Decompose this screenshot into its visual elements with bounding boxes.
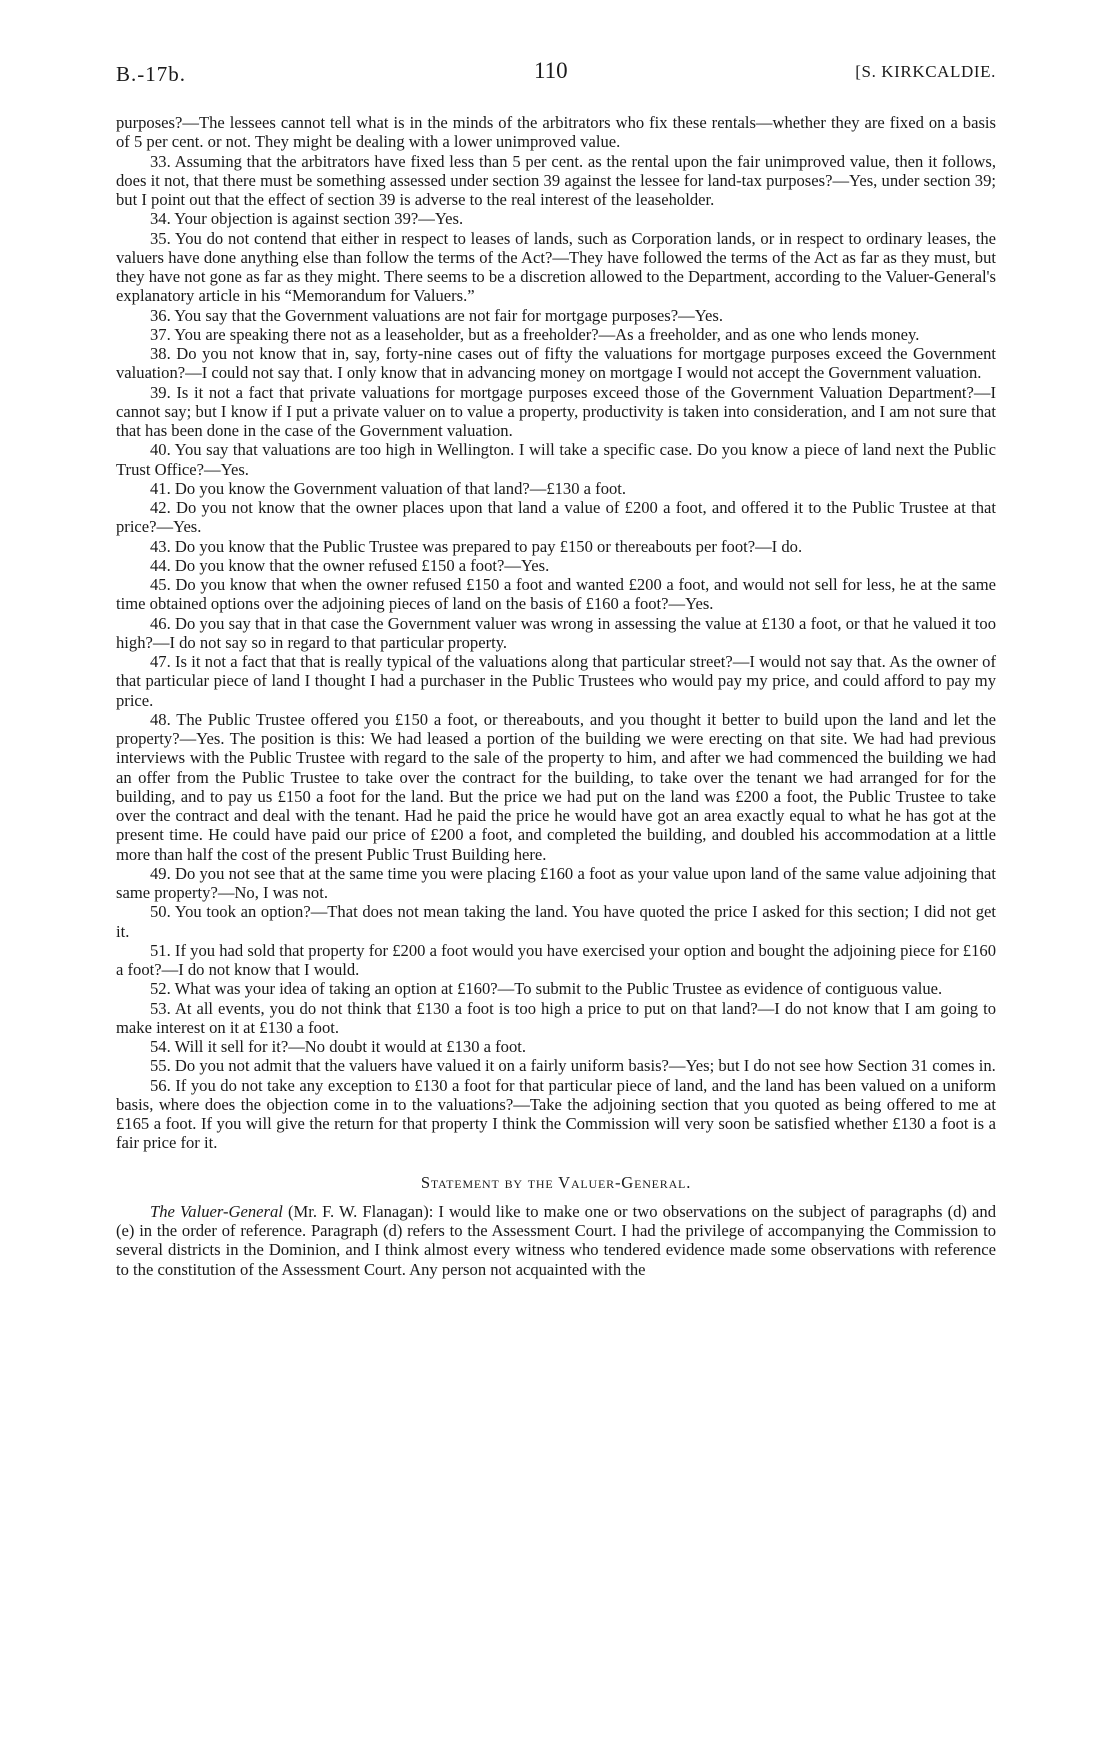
paragraph: 45. Do you know that when the owner refused £150 a foot and wanted £200 a foot, and would not sell for less, he at the same time obtained options over the adjoining pieces of land on the basis of £160 a foot?—Yes. [116, 575, 996, 614]
paragraph: 38. Do you not know that in, say, forty-nine cases out of fifty the valuations for mortgage purposes exceed the Government valuation?—I could not say that. I only know that in advancing money on mortgage I would not accept the Government valuation. [116, 344, 996, 383]
paragraph: 53. At all events, you do not think that £130 a foot is too high a price to put on that land?—I do not know that I am going to make interest on it at £130 a foot. [116, 998, 996, 1037]
statement-text: (Mr. F. W. Flanagan): I would like to make one or two observations on the subject of paragraphs (d) and (e) in the order of reference. Paragraph (d) refers to the Assessment Court. I had the privilege of accompanying the Commission to several districts in the Dominion, and I think almost every witness who tendered evidence made some observations with reference to the constitution of the Assessment Court. Any person not acquainted with the [116, 1201, 996, 1279]
document-body [116, 113, 996, 1279]
paragraph: 40. You say that valuations are too high in Wellington. I will take a specific case. Do you know a piece of land next the Public Trust Office?—Yes. [116, 440, 996, 479]
paragraph: 34. Your objection is against section 39?—Yes. [150, 209, 464, 229]
paragraph: 37. You are speaking there not as a leaseholder, but as a freeholder?—As a freeholder, and as one who lends money. [150, 324, 920, 344]
paragraph: 48. The Public Trustee offered you £150 a foot, or thereabouts, and you thought it better to build upon the land and let the property?—Yes. The position is this: We had leased a portion of the building we were erecting on that site. We had had previous interviews with the Public Trustee with regard to the sale of the property to him, and after we had commenced the building we had an offer from the Public Trustee to take over the contract for the building, to take over the tenant we had arranged for for the building, and to pay us £150 a foot for the land. But the price we had put on the land was £200 a foot, the Public Trustee to take over the contract and deal with the tenant. Had he paid the price he would have got an area exactly equal to what he has got at the present time. He could have paid our price of £200 a foot, and completed the building, and doubled his accommodation at a little more than half the cost of the present Public Trust Building here. [116, 709, 996, 864]
paragraph: 46. Do you say that in that case the Government valuer was wrong in assessing the value at £130 a foot, or that he valued it too high?—I do not say so in regard to that particular property. [116, 613, 996, 652]
paragraph: 43. Do you know that the Public Trustee was prepared to pay £150 or thereabouts per foot?—I do. [150, 536, 803, 556]
section-heading: Statement by the Valuer-General. [420, 1172, 692, 1192]
page-header [116, 58, 996, 90]
paragraph: 44. Do you know that the owner refused £150 a foot?—Yes. [150, 555, 550, 575]
speaker-name: The Valuer-General [150, 1201, 283, 1221]
valuer-general-statement [116, 1202, 996, 1279]
paragraph: purposes?—The lessees cannot tell what is in the minds of the arbitrators who fix these rentals—whether they are fixed on a basis of 5 per cent. or not. They might be dealing with a lower unimproved value. [116, 113, 996, 152]
paragraph: 47. Is it not a fact that that is really typical of the valuations along that particular street?—I would not say that. As the owner of that particular piece of land I thought I had a purchaser in the Public Trustees who would pay my price, and could afford to pay my price. [116, 652, 996, 710]
page-number: 110 [534, 58, 568, 83]
paragraph: 49. Do you not see that at the same time you were placing £160 a foot as your value upon land of the same value adjoining that same property?—No, I was not. [116, 863, 996, 902]
paragraph: 55. Do you not admit that the valuers have valued it on a fairly uniform basis?—Yes; but I do not see how Section 31 comes in. [150, 1056, 996, 1076]
paragraph: 39. Is it not a fact that private valuations for mortgage purposes exceed those of the Government Valuation Department?—I cannot say; but I know if I put a private valuer on to value a property, productivity is taken into consideration, and I am not sure that that has been done in the case of the Government valuation. [116, 382, 996, 440]
paragraph: 54. Will it sell for it?—No doubt it would at £130 a foot. [150, 1037, 527, 1056]
paragraph: 36. You say that the Government valuations are not fair for mortgage purposes?—Yes. [150, 305, 723, 325]
paragraph: 52. What was your idea of taking an option at £160?—To submit to the Public Trustee as evidence of contiguous value. [150, 979, 943, 999]
paragraph: 42. Do you not know that the owner places upon that land a value of £200 a foot, and offered it to the Public Trustee at that price?—Yes. [116, 498, 996, 537]
paragraph: 56. If you do not take any exception to £130 a foot for that particular piece of land, and the land has been valued on a uniform basis, where does the objection come in to the valuations?—Take the adjoining section that you quoted as being offered to me at £165 a foot. If you will give the return for that property I think the Commission will very soon be satisfied whether £130 a foot is a fair price for it. [116, 1075, 996, 1153]
paragraph: 35. You do not contend that either in respect to leases of lands, such as Corporation lands, or in respect to ordinary leases, the valuers have done anything else than follow the terms of the Act?—They have followed the terms of the Act as far as they must, but they have not gone as far as they might. There seems to be a discretion allowed to the Department, according to the Valuer-General's explanatory article in his “Memorandum for Valuers.” [116, 228, 996, 306]
paragraph: 51. If you had sold that property for £200 a foot would you have exercised your option and bought the adjoining piece for £160 a foot?—I do not know that I would. [116, 940, 996, 979]
paragraph: 33. Assuming that the arbitrators have fixed less than 5 per cent. as the rental upon the fair unimproved value, then it follows, does it not, that there must be something assessed under section 39 against the lessee for land-tax purposes?—Yes, under section 39; but I point out that the effect of section 39 is adverse to the real interest of the leaseholder. [116, 151, 996, 209]
paragraph: 50. You took an option?—That does not mean taking the land. You have quoted the price I asked for this section; I did not get it. [116, 902, 996, 941]
paragraph: 41. Do you know the Government valuation of that land?—£130 a foot. [150, 478, 627, 498]
witness-name: [S. KIRKCALDIE. [855, 62, 996, 81]
document-reference: B.-17b. [116, 62, 186, 86]
